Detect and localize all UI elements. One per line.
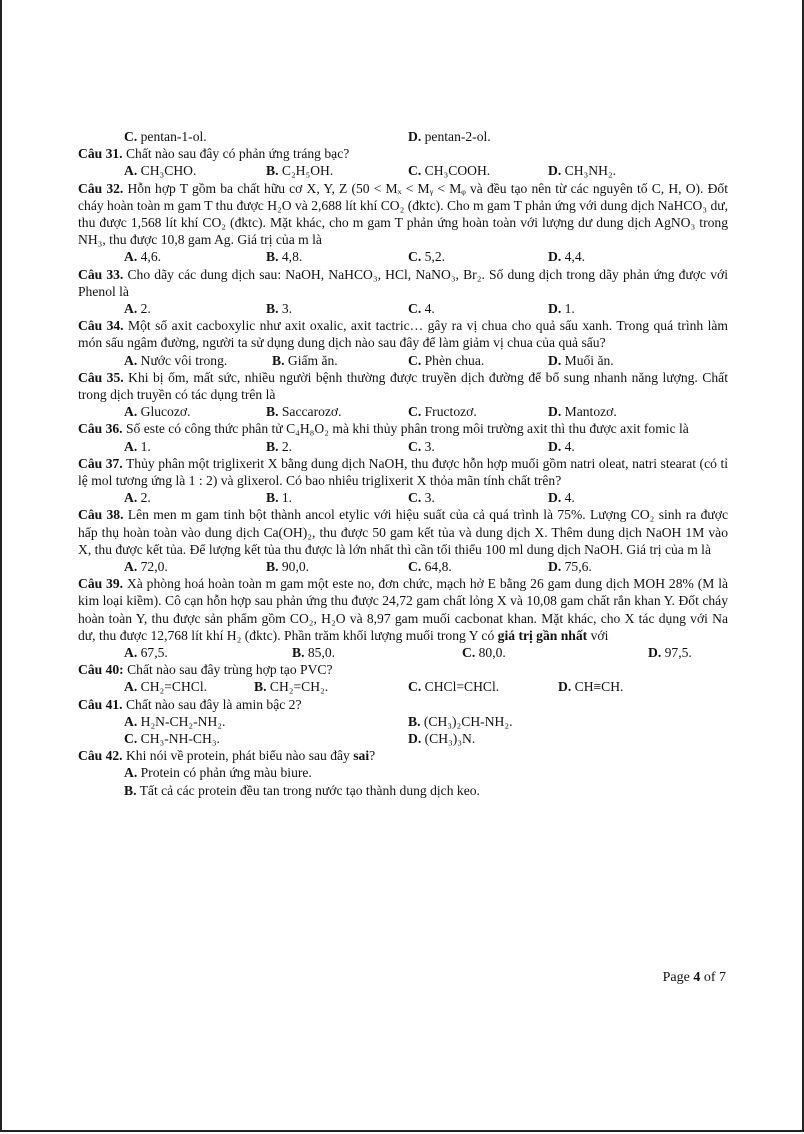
page-number: Page 4 of 7 [662, 970, 726, 985]
option-row: A. CH₃CHO. B. C₂H₅OH. C. CH₃COOH. D. CH₃NH₂. [124, 163, 617, 179]
question-36: Câu 36. Số este có công thức phân tử C₄H₈O₂ mà khi thủy phân trong môi trường axit thì thu được axit fomic là [78, 421, 689, 437]
statement-b: B. Tất cả các protein đều tan trong nước tạo thành dung dịch keo. [124, 782, 480, 798]
option-row: A. 2. B. 1. C. 3. D. 4. [124, 490, 575, 506]
option-row: A. 67,5. B. 85,0. C. 80,0. D. 97,5. [124, 644, 692, 660]
question-41: Câu 41. Chất nào sau đây là amin bậc 2? [78, 696, 302, 712]
option-row [78, 128, 728, 145]
question-35: Câu 35. Khi bị ốm, mất sức, nhiều người bệnh thường được truyền dịch đường để bổ sung nhanh năng lượng. Chất trong dịch truyền có tác dụng trên là [78, 369, 728, 402]
option-row: A. CH₂=CHCl. B. CH₂=CH₂. C. CHCl=CHCl. D. CH≡CH. [124, 679, 624, 695]
option-row: A. 4,6. B. 4,8. C. 5,2. D. 4,4. [124, 249, 586, 265]
statement-a: A. Protein có phản ứng màu biure. [124, 765, 312, 781]
question-42: Câu 42. Khi nói về protein, phát biểu nào sau đây sai? [78, 748, 376, 764]
option-row: A. 2. B. 3. C. 4. D. 1. [124, 300, 575, 316]
document-body [78, 128, 728, 799]
question-33: Câu 33. Cho dãy các dung dịch sau: NaOH, NaHCO₃, HCl, NaNO₃, Br₂. Số dung dịch trong dãy phản ứng được với Phenol là [78, 266, 728, 299]
option-row: A. 1. B. 2. C. 3. D. 4. [124, 438, 575, 454]
option: C. pentan-1-ol. [124, 129, 207, 144]
question-37: Câu 37. Thủy phân một triglixerit X bằng dung dịch NaOH, thu được hỗn hợp muối gồm natri oleat, natri stearat (có tỉ lệ mol tương ứng là 1 : 2) và glixerol. Có bao nhiêu triglixerit X thỏa mãn tính chất trên? [78, 455, 728, 488]
question-34: Câu 34. Một số axit cacboxylic như axit oxalic, axit tactric… gây ra vị chua cho quả sấu xanh. Trong quá trình làm món sấu ngâm đường, người ta sử dụng dung dịch nào sau đây để làm giảm vị chua của quả sấu? [78, 318, 728, 351]
option-row: A. Glucozơ. B. Saccarozơ. C. Fructozơ. D. Mantozơ. [124, 404, 617, 420]
question-38: Câu 38. Lên men m gam tinh bột thành ancol etylic với hiệu suất của cả quá trình là 75%. Lượng CO₂ sinh ra được hấp thụ hoàn toàn vào dung dịch Ca(OH)₂, thu được 50 gam kết tủa và dung dịch X. Thêm dung dịch NaOH 1M vào X, thu được kết tủa. Để lượng kết tủa thu được là lớn nhất thì cần tối thiểu 100 ml dung dịch NaOH. Giá trị của m là [78, 507, 728, 557]
option-row: A. H₂N-CH₂-NH₂. B. (CH₃)₂CH-NH₂. [124, 713, 513, 729]
question-31: Câu 31. Chất nào sau đây có phản ứng tráng bạc? [78, 146, 350, 162]
option-row: C. CH₃-NH-CH₃. D. (CH₃)₃N. [124, 730, 476, 746]
option: D. pentan-2-ol. [408, 129, 491, 144]
option-row: A. 72,0. B. 90,0. C. 64,8. D. 75,6. [124, 558, 592, 574]
option-row: A. Nước vôi trong. B. Giấm ăn. C. Phèn chua. D. Muối ăn. [124, 352, 614, 368]
question-39: Câu 39. Xà phòng hoá hoàn toàn m gam một este no, đơn chức, mạch hở E bằng 26 gam dung dịch MOH 28% (M là kim loại kiềm). Cô cạn hỗn hợp sau phản ứng thu được 24,72 gam chất lỏng X và 10,08 gam chất rắn khan Y. Đốt cháy hoàn toàn Y, thu được sản phẩm gồm CO₂, H₂O và 8,97 gam muối cacbonat khan. Mặt khác, cho X tác dụng với Na dư, thu được 12,768 lít khí H₂ (đktc). Phần trăm khối lượng muối trong Y có giá trị gần nhất với [78, 576, 729, 643]
question-32: Câu 32. Hỗn hợp T gồm ba chất hữu cơ X, Y, Z (50 < Mₓ < Mᵧ < Mᵩ và đều tạo nên từ các nguyên tố C, H, O). Đốt cháy hoàn toàn m gam T thu được H₂O và 2,688 lít khí CO₂ (đktc). Cho m gam T phản ứng với dung dịch NaHCO₃ dư, thu được 1,568 lít khí CO₂ (đktc). Mặt khác, cho m gam T phản ứng hoàn toàn với lượng dư dung dịch AgNO₃ trong NH₃, thu được 10,8 gam Ag. Giá trị của m là [78, 180, 729, 248]
question-40: Câu 40: Chất nào sau đây trùng hợp tạo PVC? [78, 662, 333, 678]
